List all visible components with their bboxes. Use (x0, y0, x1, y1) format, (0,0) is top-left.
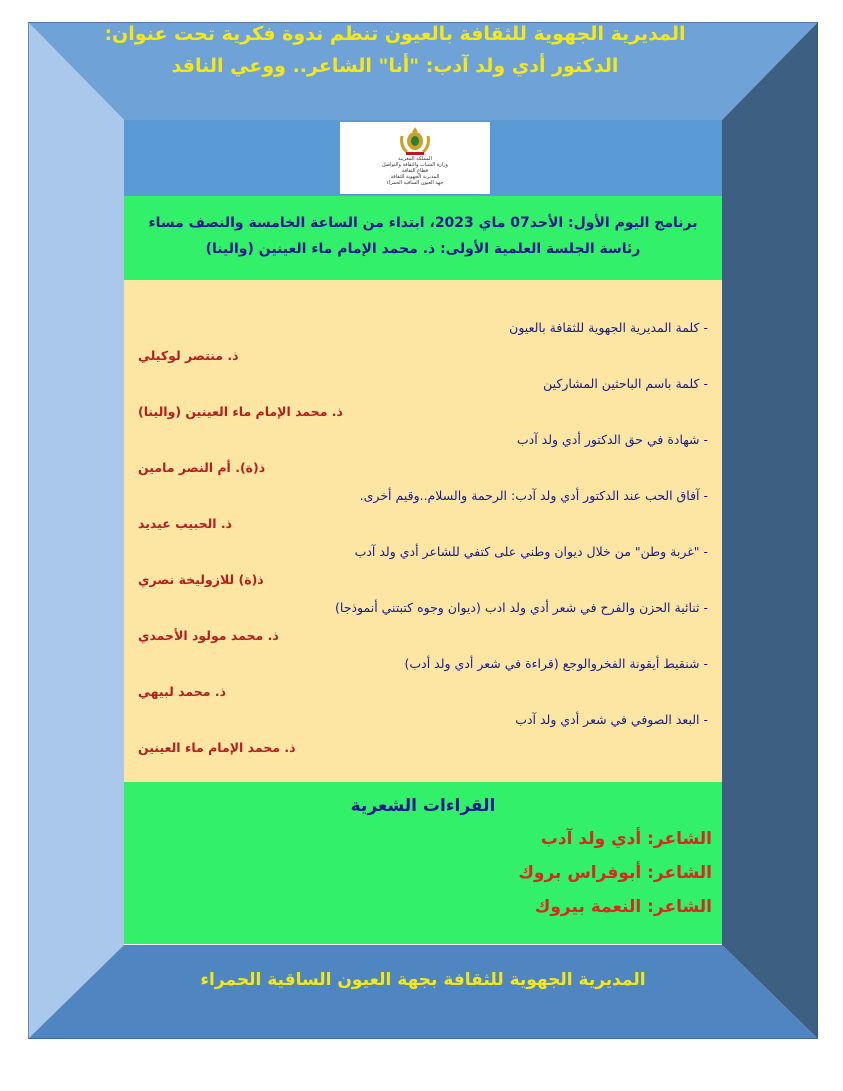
logo-line-3: قطاع الثقافة (401, 168, 429, 174)
talk-title: - "غربة وطن" من خلال ديوان وطني على كتفي للشاعر أدي ولد آدب (354, 544, 708, 559)
program-info (124, 196, 722, 280)
program-date: برنامج اليوم الأول: الأحد07 ماي 2023، ابتداء من الساعة الخامسة والنصف مساء (148, 215, 698, 231)
speaker-name: ذ. محمد لبيهي (138, 684, 227, 699)
readings-title: القراءات الشعرية (350, 796, 496, 816)
talk-title: - آفاق الحب عند الدكتور أدي ولد آدب: الرحمة والسلام..وقيم أخرى. (359, 488, 708, 503)
title-line-1: المديرية الجهوية للثقافة بالعيون تنظم ندوة فكرية تحت عنوان: (104, 23, 686, 45)
logo-line-2: وزارة الشباب والثقافة والتواصل (382, 162, 448, 168)
logo-line-5: جهة العيون الساقية الحمراء (386, 180, 444, 186)
title-line-2: الدكتور أدي ولد آدب: "أنا" الشاعر.. ووعي الناقد (171, 55, 619, 77)
ministry-logo (340, 122, 490, 194)
speaker-name: ذ. محمد الإمام ماء العينين (والينا) (138, 404, 343, 419)
poet-list (124, 822, 722, 924)
crest-icon (398, 126, 432, 156)
talk-title: - كلمة باسم الباحثين المشاركين (543, 376, 708, 391)
logo-line-1: المملكة المغربية (398, 156, 432, 162)
poetry-readings (124, 782, 722, 944)
speaker-name: ذ(ة). أم النصر مامين (138, 460, 266, 475)
speaker-name: ذ. محمد الإمام ماء العينين (138, 740, 296, 755)
session-chair: رئاسة الجلسة العلمية الأولى: ذ. محمد الإمام ماء العينين (والينا) (205, 241, 641, 257)
speaker-name: ذ. الحبيب عيديد (138, 516, 233, 531)
poet-name: الشاعر: أدي ولد آدب (540, 829, 712, 849)
footer-organizer: المديرية الجهوية للثقافة بجهة العيون الساقية الحمراء (200, 970, 646, 990)
talk-title: - شهادة في حق الدكتور أدي ولد آدب (516, 432, 708, 447)
program-list (124, 280, 722, 782)
talk-title: - شنقيط أيقونة الفخروالوجع (قراءة في شعر أدي ولد أدب) (404, 656, 708, 671)
speaker-name: ذ(ة) للازوليخة نصري (138, 572, 264, 587)
speaker-name: ذ. منتصر لوكيلي (138, 348, 239, 363)
logo-line-4: المديرية الجهوية للثقافة (390, 174, 440, 180)
poet-name: الشاعر: أبوفراس بروك (518, 863, 712, 883)
talk-title: - كلمة المديرية الجهوية للثقافة بالعيون (509, 320, 708, 335)
talk-title: - البعد الصوفي في شعر أدي ولد آدب (515, 712, 708, 727)
talk-title: - ثنائية الحزن والفرح في شعر أدي ولد ادب (ديوان وجوه كتبتني أنموذجا) (335, 600, 708, 615)
poster-title (60, 18, 730, 82)
speaker-name: ذ. محمد مولود الأحمدي (138, 628, 279, 643)
poet-name: الشاعر: النعمة بيروك (534, 897, 712, 917)
